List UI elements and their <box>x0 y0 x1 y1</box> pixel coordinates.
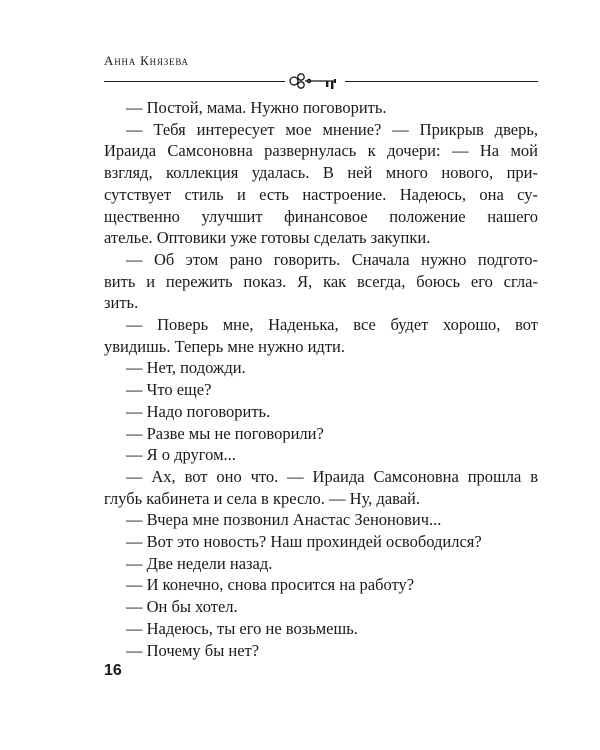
text-line: увидишь. Теперь мне нужно идти. <box>104 336 345 356</box>
dialogue-paragraph <box>104 509 538 531</box>
dialogue-paragraph <box>104 596 538 618</box>
dialogue-paragraph <box>104 553 538 575</box>
dialogue-paragraph <box>104 401 538 423</box>
text-line: глубь кабинета и села в кресло. — Ну, давай. <box>104 488 420 508</box>
text-line: — Разве мы не поговорили? <box>126 423 324 443</box>
text-line: — Надо поговорить. <box>126 401 271 421</box>
dialogue-paragraph <box>104 119 538 249</box>
text-line: зить. <box>104 293 139 313</box>
dialogue-paragraph <box>104 357 538 379</box>
dialogue-paragraph <box>104 249 538 314</box>
text-line: — Постой, мама. Нужно поговорить. <box>126 98 387 117</box>
dialogue-paragraph <box>104 444 538 466</box>
dialogue-paragraph <box>104 314 538 357</box>
text-line: — Две недели назад. <box>126 553 273 573</box>
text-line: — Нет, подожди. <box>126 358 246 378</box>
text-line: — Поверь мне, Наденька, все будет хорошо, вот <box>126 315 538 335</box>
text-line: — Я о другом... <box>126 445 236 465</box>
dialogue-paragraph <box>104 466 538 509</box>
text-line: — Об этом рано говорить. Сначала нужно подгото- <box>126 249 538 269</box>
text-line: — Почему бы нет? <box>126 640 260 660</box>
text-line: вить и пережить показ. Я, как всегда, боюсь его сгла- <box>104 271 538 291</box>
dialogue-paragraph <box>104 423 538 445</box>
text-line: щественно улучшит финансовое положение нашего <box>104 206 538 226</box>
text-line: — Ах, вот оно что. — Ираида Самсоновна прошла в <box>126 466 538 486</box>
dialogue-paragraph <box>104 574 538 596</box>
body-text <box>104 97 538 661</box>
text-line: — И конечно, снова просится на работу? <box>126 575 415 595</box>
key-ornament-icon <box>285 70 345 92</box>
text-line: ателье. Оптовики уже готовы сделать закупки. <box>104 228 431 248</box>
dialogue-paragraph <box>104 640 538 662</box>
text-line: Ираида Самсоновна развернулась к дочери: — На мой <box>104 141 538 161</box>
text-line: взгляд, коллекция удалась. В ней много нового, при- <box>104 163 538 183</box>
text-line: — Вчера мне позвонил Анастас Зенонович... <box>126 510 442 530</box>
text-line: — Тебя интересует мое мнение? — Прикрыв дверь, <box>126 119 538 139</box>
text-line: — Вот это новость? Наш прохиндей освободился? <box>126 532 482 552</box>
text-line: — Что еще? <box>126 380 212 400</box>
text-line: — Надеюсь, ты его не возьмешь. <box>126 618 358 638</box>
dialogue-paragraph <box>104 379 538 401</box>
dialogue-paragraph <box>104 618 538 640</box>
dialogue-paragraph <box>104 97 538 119</box>
page-number: 16 <box>104 662 122 679</box>
running-header-author: Анна Князева <box>104 53 189 68</box>
text-line: сутствует стиль и есть настроение. Надеюсь, она су- <box>104 184 538 204</box>
text-line: — Он бы хотел. <box>126 597 238 617</box>
dialogue-paragraph <box>104 531 538 553</box>
